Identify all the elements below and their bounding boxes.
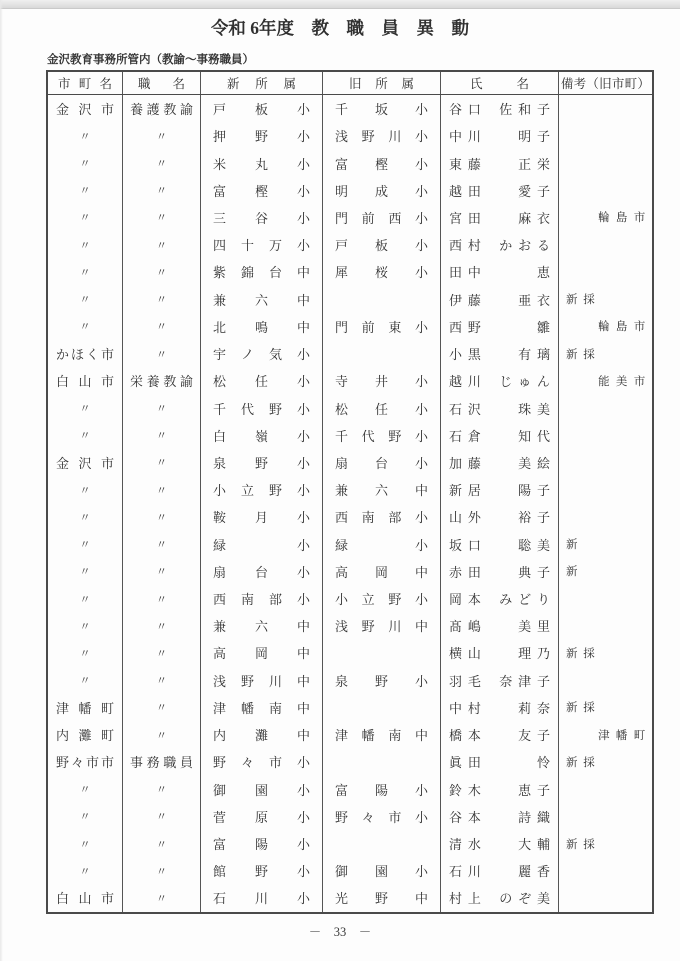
cell-job: 〃 (123, 585, 201, 612)
cell-city: 〃 (48, 857, 123, 884)
cell-name: 越川 じゅん (441, 367, 559, 394)
scan-edge-left (0, 0, 3, 961)
cell-job: 事 務 職 員 (123, 748, 201, 775)
cell-remark: 能美市 (598, 375, 652, 388)
table-row (48, 612, 652, 639)
cell-remark: 新採 (566, 702, 601, 715)
cell-old-school: 千 代 野 小 (323, 422, 441, 449)
cell-remark (559, 612, 652, 639)
table-row (48, 258, 652, 285)
cell-new-school: 白 嶺 小 (201, 422, 323, 449)
cell-new-school: 四 十 万 小 (201, 231, 323, 258)
table-row (48, 149, 652, 176)
cell-new-school: 兼 六 中 (201, 612, 323, 639)
cell-job: 栄 養 教 諭 (123, 367, 201, 394)
cell-new-school: 千 代 野 小 (201, 394, 323, 421)
cell-new-school: 野 々 市 小 (201, 748, 323, 775)
cell-old-school: 西 南 部 小 (323, 503, 441, 530)
cell-new-school: 松 任 小 (201, 367, 323, 394)
cell-name: 西野 雛 (441, 313, 559, 340)
cell-city: 〃 (48, 775, 123, 802)
cell-job: 〃 (123, 258, 201, 285)
cell-remark (559, 231, 652, 258)
cell-old-school (323, 830, 441, 857)
page-number: － 33 － (308, 925, 372, 939)
table-row (48, 449, 652, 476)
cell-name: 小黒 有璃 (441, 340, 559, 367)
cell-remark: 輪島市 (598, 212, 652, 225)
cell-job: 〃 (123, 830, 201, 857)
cell-remark: 新採 (566, 838, 601, 851)
cell-name: 西村 かおる (441, 231, 559, 258)
cell-new-school: 西 南 部 小 (201, 585, 323, 612)
cell-remark: 新 (566, 566, 584, 579)
cell-name: 中川 明子 (441, 122, 559, 149)
cell-old-school (323, 694, 441, 721)
cell-old-school: 松 任 小 (323, 394, 441, 421)
cell-new-school: 高 岡 中 (201, 639, 323, 666)
cell-name: 谷本 詩織 (441, 803, 559, 830)
header-old-school: 旧 所 属 (323, 72, 441, 94)
cell-old-school: 犀 桜 小 (323, 258, 441, 285)
cell-job: 〃 (123, 803, 201, 830)
cell-new-school: 鞍 月 小 (201, 503, 323, 530)
cell-remark (559, 476, 652, 503)
cell-old-school: 緑 小 (323, 531, 441, 558)
table-row (48, 639, 652, 666)
cell-old-school (323, 286, 441, 313)
table-row (48, 694, 652, 721)
cell-old-school: 高 岡 中 (323, 558, 441, 585)
header-job: 職 名 (123, 72, 201, 94)
cell-city: 津 幡 町 (48, 694, 123, 721)
cell-new-school: 紫 錦 台 中 (201, 258, 323, 285)
cell-old-school: 小 立 野 小 (323, 585, 441, 612)
staff-table (46, 70, 654, 914)
cell-new-school: 緑 小 (201, 531, 323, 558)
page-title: 令和 6年度 教 職 員 異 動 (210, 18, 470, 38)
cell-old-school: 明 成 小 (323, 177, 441, 204)
cell-city: 〃 (48, 803, 123, 830)
cell-job: 〃 (123, 231, 201, 258)
cell-name: 髙嶋 美里 (441, 612, 559, 639)
cell-new-school: 兼 六 中 (201, 286, 323, 313)
cell-name: 赤田 典子 (441, 558, 559, 585)
cell-city: 〃 (48, 612, 123, 639)
cell-job: 〃 (123, 721, 201, 748)
table-row (48, 286, 652, 313)
table-row (48, 394, 652, 421)
table-row (48, 231, 652, 258)
cell-remark: 新採 (566, 294, 601, 307)
table-row (48, 748, 652, 775)
cell-name: 新居 陽子 (441, 476, 559, 503)
cell-remark (559, 857, 652, 884)
header-city: 市 町 名 (48, 72, 123, 94)
table-row (48, 204, 652, 231)
cell-city: 〃 (48, 313, 123, 340)
cell-name: 石沢 珠美 (441, 394, 559, 421)
cell-remark: 輪島市 (598, 321, 652, 334)
cell-job: 〃 (123, 149, 201, 176)
cell-city: 野 々 市 市 (48, 748, 123, 775)
cell-job: 〃 (123, 612, 201, 639)
cell-job: 〃 (123, 286, 201, 313)
cell-remark: 新 (566, 539, 584, 552)
cell-name: 東藤 正栄 (441, 149, 559, 176)
cell-job: 〃 (123, 667, 201, 694)
table-row (48, 503, 652, 530)
cell-name: 清水 大輔 (441, 830, 559, 857)
cell-city: 〃 (48, 122, 123, 149)
cell-old-school: 兼 六 中 (323, 476, 441, 503)
cell-remark (559, 394, 652, 421)
cell-old-school: 戸 板 小 (323, 231, 441, 258)
cell-city: 金 沢 市 (48, 449, 123, 476)
table-row (48, 367, 652, 394)
table-row (48, 775, 652, 802)
header-name: 氏 名 (441, 72, 559, 94)
cell-city: 〃 (48, 231, 123, 258)
cell-city: 〃 (48, 585, 123, 612)
cell-old-school: 御 園 小 (323, 857, 441, 884)
cell-old-school: 富 陽 小 (323, 775, 441, 802)
cell-remark (559, 803, 652, 830)
cell-remark (559, 149, 652, 176)
cell-name: 宮田 麻衣 (441, 204, 559, 231)
cell-old-school: 門 前 西 小 (323, 204, 441, 231)
cell-name: 坂口 聡美 (441, 531, 559, 558)
cell-city: 〃 (48, 667, 123, 694)
cell-job: 〃 (123, 639, 201, 666)
cell-city: か ほ く 市 (48, 340, 123, 367)
cell-job: 〃 (123, 340, 201, 367)
cell-remark (559, 95, 652, 122)
cell-name: 眞田 怜 (441, 748, 559, 775)
cell-remark (559, 177, 652, 204)
table-row (48, 857, 652, 884)
cell-city: 〃 (48, 177, 123, 204)
cell-job: 〃 (123, 558, 201, 585)
cell-name: 谷口 佐和子 (441, 95, 559, 122)
table-row (48, 884, 652, 911)
cell-new-school: 御 園 小 (201, 775, 323, 802)
cell-new-school: 津 幡 南 中 (201, 694, 323, 721)
cell-name: 鈴木 恵子 (441, 775, 559, 802)
table-row (48, 313, 652, 340)
scan-edge-top (0, 0, 680, 9)
table-row (48, 531, 652, 558)
cell-new-school: 内 灘 中 (201, 721, 323, 748)
cell-new-school: 北 鳴 中 (201, 313, 323, 340)
cell-old-school (323, 639, 441, 666)
page-subtitle: 金沢教育事務所管内（教諭～事務職員） (47, 54, 254, 66)
cell-remark: 津幡町 (598, 729, 652, 742)
cell-city: 〃 (48, 258, 123, 285)
cell-job: 〃 (123, 449, 201, 476)
cell-job: 〃 (123, 313, 201, 340)
cell-remark (559, 585, 652, 612)
cell-name: 加藤 美絵 (441, 449, 559, 476)
cell-remark: 新採 (566, 756, 601, 769)
cell-job: 〃 (123, 204, 201, 231)
cell-city: 〃 (48, 149, 123, 176)
cell-job: 〃 (123, 476, 201, 503)
cell-remark (559, 667, 652, 694)
header-row (48, 72, 652, 95)
cell-old-school: 浅 野 川 中 (323, 612, 441, 639)
cell-remark (559, 258, 652, 285)
cell-job: 〃 (123, 857, 201, 884)
cell-old-school (323, 748, 441, 775)
cell-old-school: 寺 井 小 (323, 367, 441, 394)
cell-city: 〃 (48, 531, 123, 558)
cell-job: 〃 (123, 531, 201, 558)
cell-job: 〃 (123, 884, 201, 911)
cell-old-school (323, 340, 441, 367)
table-row (48, 667, 652, 694)
cell-old-school: 津 幡 南 中 (323, 721, 441, 748)
table-row (48, 558, 652, 585)
table-row (48, 422, 652, 449)
cell-job: 〃 (123, 122, 201, 149)
cell-name: 山外 裕子 (441, 503, 559, 530)
cell-city: 白 山 市 (48, 367, 123, 394)
header-remark: 備考（旧市町） (560, 77, 651, 91)
cell-name: 羽毛 奈津子 (441, 667, 559, 694)
cell-old-school: 千 坂 小 (323, 95, 441, 122)
cell-remark (559, 775, 652, 802)
cell-name: 中村 莉奈 (441, 694, 559, 721)
cell-city: 〃 (48, 394, 123, 421)
cell-job: 〃 (123, 394, 201, 421)
cell-remark (559, 503, 652, 530)
cell-new-school: 宇 ノ 気 小 (201, 340, 323, 367)
cell-job: 養 護 教 諭 (123, 95, 201, 122)
cell-job: 〃 (123, 775, 201, 802)
table-row (48, 340, 652, 367)
cell-new-school: 三 谷 小 (201, 204, 323, 231)
cell-new-school: 戸 板 小 (201, 95, 323, 122)
cell-job: 〃 (123, 177, 201, 204)
cell-old-school: 光 野 中 (323, 884, 441, 911)
cell-new-school: 扇 台 小 (201, 558, 323, 585)
cell-new-school: 押 野 小 (201, 122, 323, 149)
table-row (48, 803, 652, 830)
cell-new-school: 小 立 野 小 (201, 476, 323, 503)
table-row (48, 830, 652, 857)
cell-remark (559, 449, 652, 476)
cell-name: 石川 麗香 (441, 857, 559, 884)
cell-name: 石倉 知代 (441, 422, 559, 449)
cell-old-school: 野 々 市 小 (323, 803, 441, 830)
cell-old-school: 浅 野 川 小 (323, 122, 441, 149)
cell-remark: 新採 (566, 348, 601, 361)
cell-new-school: 浅 野 川 中 (201, 667, 323, 694)
cell-city: 白 山 市 (48, 884, 123, 911)
cell-city: 〃 (48, 286, 123, 313)
cell-name: 伊藤 亜衣 (441, 286, 559, 313)
table-row (48, 585, 652, 612)
cell-city: 内 灘 町 (48, 721, 123, 748)
cell-old-school: 扇 台 小 (323, 449, 441, 476)
cell-city: 〃 (48, 204, 123, 231)
cell-name: 田中 恵 (441, 258, 559, 285)
cell-city: 〃 (48, 476, 123, 503)
cell-new-school: 石 川 小 (201, 884, 323, 911)
cell-old-school: 泉 野 小 (323, 667, 441, 694)
cell-new-school: 米 丸 小 (201, 149, 323, 176)
table-row (48, 122, 652, 149)
table-row (48, 177, 652, 204)
cell-city: 〃 (48, 422, 123, 449)
cell-new-school: 泉 野 小 (201, 449, 323, 476)
cell-city: 〃 (48, 503, 123, 530)
cell-job: 〃 (123, 694, 201, 721)
cell-city: 金 沢 市 (48, 95, 123, 122)
cell-remark (559, 422, 652, 449)
cell-new-school: 富 樫 小 (201, 177, 323, 204)
cell-remark (559, 884, 652, 911)
cell-name: 横山 理乃 (441, 639, 559, 666)
cell-remark (559, 122, 652, 149)
cell-city: 〃 (48, 558, 123, 585)
cell-job: 〃 (123, 422, 201, 449)
cell-remark: 新採 (566, 647, 601, 660)
cell-city: 〃 (48, 830, 123, 857)
cell-job: 〃 (123, 503, 201, 530)
cell-new-school: 館 野 小 (201, 857, 323, 884)
cell-new-school: 富 陽 小 (201, 830, 323, 857)
table-row (48, 476, 652, 503)
table-row (48, 95, 652, 122)
cell-city: 〃 (48, 639, 123, 666)
cell-name: 橋本 友子 (441, 721, 559, 748)
cell-old-school: 門 前 東 小 (323, 313, 441, 340)
table-row (48, 721, 652, 748)
cell-old-school: 富 樫 小 (323, 149, 441, 176)
cell-name: 越田 愛子 (441, 177, 559, 204)
cell-new-school: 菅 原 小 (201, 803, 323, 830)
cell-name: 村上 のぞ美 (441, 884, 559, 911)
cell-name: 岡本 みどり (441, 585, 559, 612)
header-new-school: 新 所 属 (201, 72, 323, 94)
